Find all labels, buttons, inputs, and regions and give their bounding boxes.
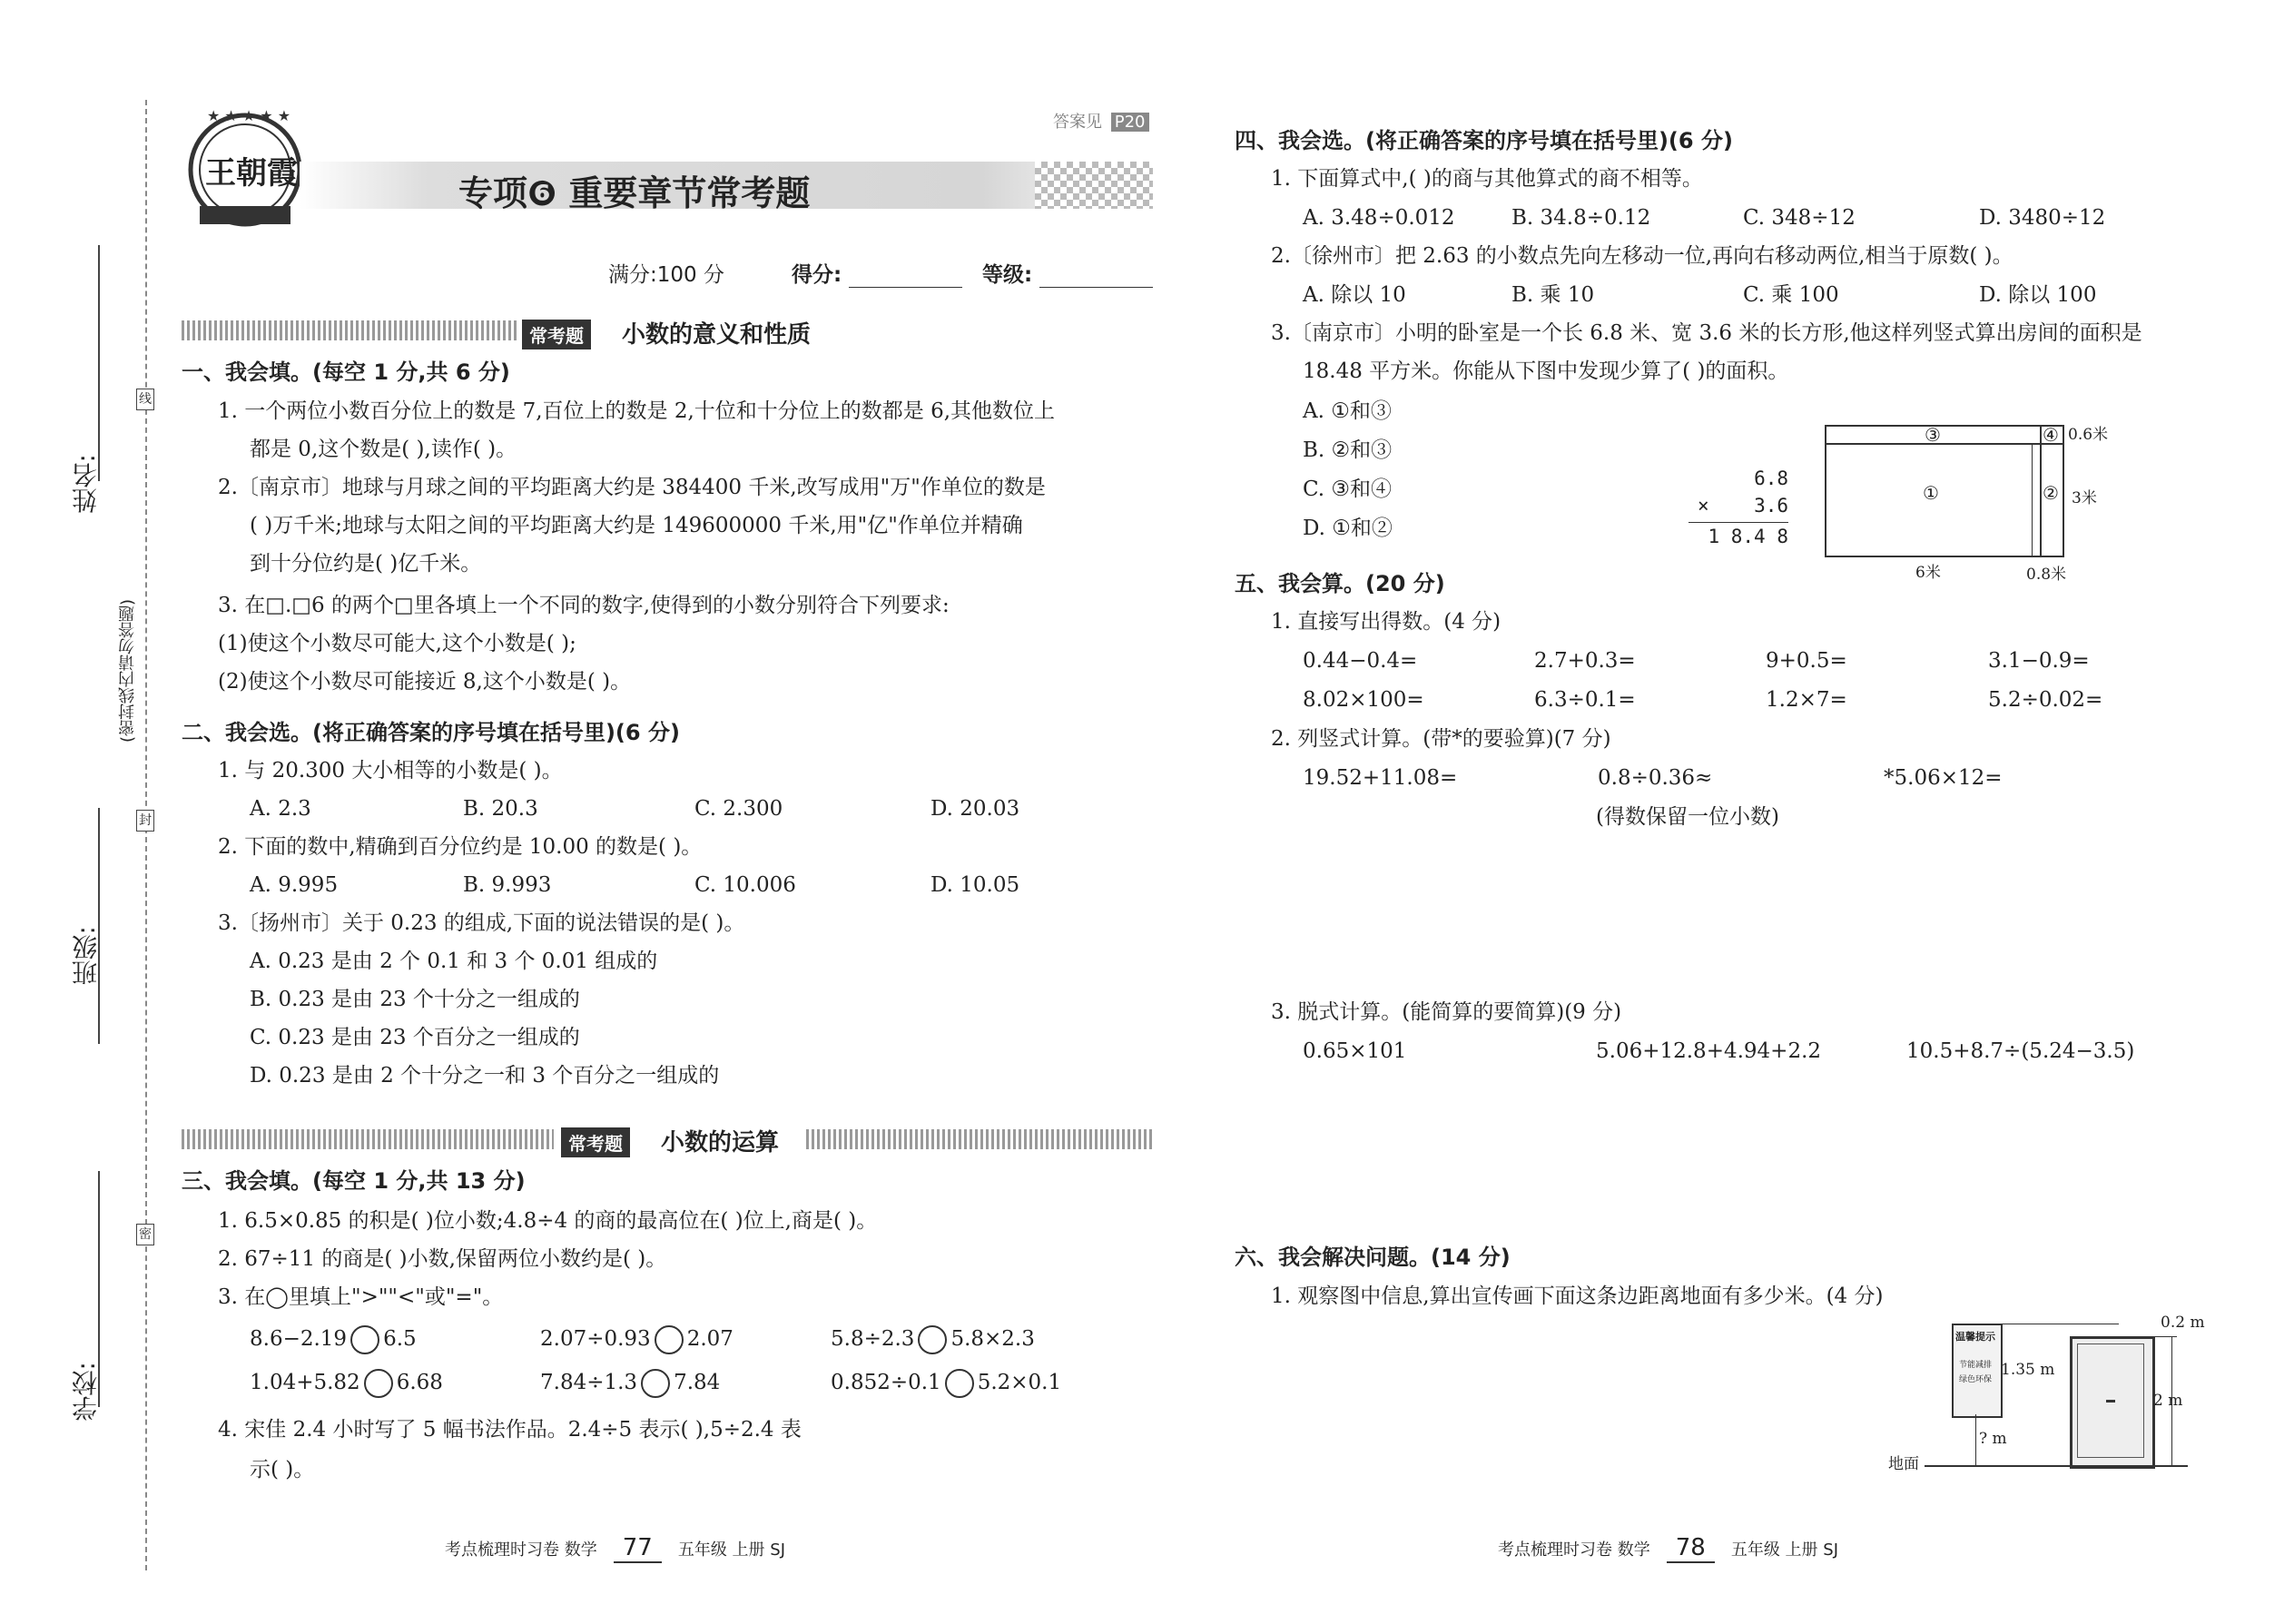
seal-box-mi: 密	[136, 1224, 154, 1245]
oral-calc: 8.02×100=	[1303, 688, 1424, 712]
compare-circle[interactable]	[918, 1325, 947, 1354]
oral-calc: 1.2×7=	[1766, 688, 1847, 712]
column-calc: 0.8÷0.36≈	[1598, 766, 1713, 790]
dim-06: 0.6米	[2068, 426, 2109, 444]
calc-rule	[1689, 522, 1788, 523]
footer-book: 考点梳理时习卷 数学	[445, 1540, 597, 1560]
calc-result: 1 8.4 8	[1708, 526, 1788, 547]
q3-heading: 三、我会填。(每空 1 分,共 13 分)	[182, 1168, 526, 1194]
dim-unknown: ? m	[1979, 1430, 2007, 1448]
q2-3-opt-c: C. 0.23 是由 23 个百分之一组成的	[250, 1026, 580, 1049]
name-underline	[98, 245, 100, 481]
page-number: 77	[614, 1534, 662, 1563]
compare-item	[831, 1325, 1035, 1354]
seal-box-feng: 封	[136, 810, 154, 832]
seal-note: (密封线内请勿答题)	[118, 599, 137, 743]
compare-circle[interactable]	[641, 1369, 670, 1398]
q1-2-line-b: ( )万千米;地球与太阳之间的平均距离大约是 149600000 千米,用"亿"作单位并精确	[250, 514, 1023, 537]
q2-2-opt-a: A. 9.995	[250, 873, 339, 897]
ground-line	[1925, 1465, 2188, 1467]
step-calc: 0.65×101	[1303, 1039, 1407, 1063]
oral-calc: 3.1−0.9=	[1988, 649, 2090, 673]
q4-3-opt-a: A. ①和③	[1303, 399, 1392, 423]
grade-label: 等级:	[982, 263, 1033, 287]
q1-3-line-c: (2)使这个小数尽可能接近 8,这个小数是( )。	[218, 670, 632, 694]
q1-1-line-a: 1. 一个两位小数百分位上的数是 7,百位上的数是 2,十位和十分位上的数都是 6,其他数位上	[218, 399, 1056, 423]
class-label: 班级:	[71, 926, 101, 986]
room-hline	[1825, 443, 2063, 445]
poster-line2: 绿色环保	[1959, 1375, 1993, 1384]
dim-3: 3米	[2072, 489, 2097, 507]
ground-label: 地面	[1888, 1455, 1919, 1473]
school-label: 学校:	[71, 1362, 101, 1422]
q2-2-opt-c: C. 10.006	[694, 873, 796, 897]
q4-3-line-b: 18.48 平方米。你能从下图中发现少算了( )的面积。	[1303, 359, 1789, 383]
q4-1: 1. 下面算式中,( )的商与其他算式的商不相等。	[1271, 167, 1703, 191]
vertical-calculation	[1689, 468, 1788, 558]
answer-ref-page: P20	[1111, 113, 1149, 132]
oral-calc: 5.2÷0.02=	[1988, 688, 2103, 712]
footer-right	[1498, 1534, 1838, 1563]
q5-1: 1. 直接写出得数。(4 分)	[1271, 610, 1501, 634]
q4-1-opt-a: A. 3.48÷0.012	[1303, 206, 1455, 230]
compare-left: 1.04+5.82	[250, 1371, 360, 1394]
svg-text:★ ★ ★ ★ ★: ★ ★ ★ ★ ★	[207, 107, 291, 124]
compare-right: 6.5	[383, 1327, 417, 1351]
dim-line-door	[2151, 1336, 2177, 1337]
compare-circle[interactable]	[655, 1325, 684, 1354]
q2-heading: 二、我会选。(将正确答案的序号填在括号里)(6 分)	[182, 720, 680, 745]
compare-right: 2.07	[686, 1327, 733, 1351]
dim-6: 6米	[1915, 564, 1941, 582]
region-2: ②	[2043, 482, 2059, 504]
q4-2: 2.〔徐州市〕把 2.63 的小数点先向左移动一位,再向右移动两位,相当于原数( )。	[1271, 244, 2013, 268]
q3-2: 2. 67÷11 的商是( )小数,保留两位小数约是( )。	[218, 1247, 667, 1271]
q1-3-line-b: (1)使这个小数尽可能大,这个小数是( );	[218, 632, 576, 655]
q5-3: 3. 脱式计算。(能简算的要简算)(9 分)	[1271, 1000, 1622, 1024]
room-vline	[2040, 425, 2042, 556]
section-title: 小数的意义和性质	[622, 321, 812, 349]
footer-grade: 五年级 上册 SJ	[1730, 1540, 1839, 1560]
q4-1-opt-c: C. 348÷12	[1743, 206, 1856, 230]
dim-135: 1.35 m	[2001, 1361, 2055, 1379]
cut-line	[145, 100, 147, 1570]
score-label: 得分:	[792, 263, 842, 287]
q3-3: 3. 在◯里填上">""<"或"="。	[218, 1285, 504, 1309]
q5-heading: 五、我会算。(20 分)	[1235, 571, 1445, 596]
q4-1-opt-b: B. 34.8÷0.12	[1511, 206, 1651, 230]
q6-heading: 六、我会解决问题。(14 分)	[1235, 1245, 1511, 1270]
calc-operator: ×	[1698, 495, 1709, 517]
dim-02: 0.2 m	[2161, 1314, 2205, 1332]
q1-1-line-b: 都是 0,这个数是( ),读作( )。	[250, 438, 517, 461]
q4-2-opt-a: A. 除以 10	[1303, 283, 1406, 307]
q6-1: 1. 观察图中信息,算出宣传画下面这条边距离地面有多少米。(4 分)	[1271, 1284, 1884, 1308]
oral-calc: 0.44−0.4=	[1303, 649, 1418, 673]
footer-grade: 五年级 上册 SJ	[677, 1540, 786, 1560]
logo-text: 王朝霞	[205, 155, 298, 192]
compare-item	[250, 1369, 443, 1398]
oral-calc: 2.7+0.3=	[1534, 649, 1636, 673]
compare-right: 5.8×2.3	[950, 1327, 1035, 1351]
compare-right: 6.68	[396, 1371, 443, 1394]
region-1: ①	[1923, 482, 1939, 504]
q4-2-opt-b: B. 乘 10	[1511, 283, 1595, 307]
footer-left	[445, 1534, 785, 1563]
room-figure	[1825, 424, 2109, 588]
compare-left: 5.8÷2.3	[831, 1327, 915, 1351]
q4-3-opt-c: C. ③和④	[1303, 477, 1393, 501]
poster-line1: 节能减排	[1959, 1361, 1993, 1370]
dim-line-gap	[1975, 1414, 1976, 1465]
q1-2-line-a: 2.〔南京市〕地球与月球之间的平均距离大约是 384400 千米,改写成用"万"作单位的数是	[218, 476, 1046, 499]
rounding-note: (得数保留一位小数)	[1596, 805, 1779, 829]
q3-4-line-b: 示( )。	[250, 1458, 315, 1481]
answer-ref	[1053, 109, 1149, 133]
section-tag: 常考题	[522, 320, 591, 349]
header-checker	[1035, 162, 1153, 209]
q2-3-opt-a: A. 0.23 是由 2 个 0.1 和 3 个 0.01 组成的	[250, 950, 658, 973]
section-divider	[182, 320, 517, 340]
seal-box-xian: 线	[136, 389, 154, 410]
q2-2-opt-b: B. 9.993	[463, 873, 552, 897]
step-calc: 5.06+12.8+4.94+2.2	[1596, 1039, 1822, 1063]
compare-left: 0.852÷0.1	[831, 1371, 941, 1394]
compare-item	[250, 1325, 417, 1354]
q5-2: 2. 列竖式计算。(带*的要验算)(7 分)	[1271, 727, 1611, 751]
dim-08: 0.8米	[2026, 566, 2067, 584]
logo	[182, 104, 309, 231]
grade-field[interactable]	[1039, 287, 1153, 288]
q2-1-opt-b: B. 20.3	[463, 797, 538, 821]
compare-left: 7.84÷1.3	[540, 1371, 638, 1394]
compare-item	[540, 1325, 733, 1354]
q1-3-line-a: 3. 在□.□6 的两个□里各填上一个不同的数字,使得到的小数分别符合下列要求:	[218, 594, 950, 617]
q2-1: 1. 与 20.300 大小相等的小数是( )。	[218, 759, 563, 782]
score-field[interactable]	[849, 287, 962, 288]
room-vline-inner	[2032, 443, 2033, 556]
q4-3-opt-b: B. ②和③	[1303, 438, 1393, 462]
compare-item	[540, 1369, 720, 1398]
footer-book: 考点梳理时习卷 数学	[1498, 1540, 1650, 1560]
q2-3-opt-d: D. 0.23 是由 2 个十分之一和 3 个百分之一组成的	[250, 1064, 720, 1088]
page-number: 78	[1667, 1534, 1715, 1563]
column-calc: *5.06×12=	[1884, 766, 2003, 790]
page-title: 专项❻ 重要章节常考题	[458, 173, 811, 213]
q4-heading: 四、我会选。(将正确答案的序号填在括号里)(6 分)	[1235, 128, 1733, 153]
oral-calc: 9+0.5=	[1766, 649, 1847, 673]
compare-circle[interactable]	[945, 1369, 974, 1398]
door-handle-icon	[2106, 1400, 2115, 1403]
step-calc: 10.5+8.7÷(5.24−3.5)	[1906, 1039, 2135, 1063]
poster-title: 温馨提示	[1955, 1331, 1995, 1343]
dim-2: 2 m	[2153, 1392, 2183, 1410]
q4-2-opt-d: D. 除以 100	[1979, 283, 2097, 307]
q2-1-opt-d: D. 20.03	[930, 797, 1020, 821]
compare-left: 2.07÷0.93	[540, 1327, 651, 1351]
q2-1-opt-a: A. 2.3	[250, 797, 311, 821]
compare-circle[interactable]	[350, 1325, 379, 1354]
section-divider	[182, 1129, 554, 1149]
compare-right: 5.2×0.1	[977, 1371, 1062, 1394]
q4-3-line-a: 3.〔南京市〕小明的卧室是一个长 6.8 米、宽 3.6 米的长方形,他这样列竖式算出房间的面积是	[1271, 321, 2142, 345]
compare-item	[831, 1369, 1061, 1398]
calc-line2: 3.6	[1754, 495, 1788, 517]
q2-2: 2. 下面的数中,精确到百分位约是 10.00 的数是( )。	[218, 835, 703, 859]
full-score: 满分:100 分	[608, 263, 724, 287]
region-4: ④	[2043, 424, 2059, 446]
q2-2-opt-d: D. 10.05	[930, 873, 1020, 897]
compare-circle[interactable]	[364, 1369, 393, 1398]
q3-1: 1. 6.5×0.85 的积是( )位小数;4.8÷4 的商的最高位在( )位上,商是( )。	[218, 1209, 878, 1233]
compare-left: 8.6−2.19	[250, 1327, 348, 1351]
name-label: 姓名:	[71, 454, 101, 514]
compare-right: 7.84	[674, 1371, 721, 1394]
oral-calc: 6.3÷0.1=	[1534, 688, 1636, 712]
q2-3: 3.〔扬州市〕关于 0.23 的组成,下面的说法错误的是( )。	[218, 911, 745, 935]
q2-1-opt-c: C. 2.300	[694, 797, 783, 821]
q1-heading: 一、我会填。(每空 1 分,共 6 分)	[182, 359, 510, 385]
section-title: 小数的运算	[661, 1129, 780, 1156]
q4-3-opt-d: D. ①和②	[1303, 517, 1393, 540]
calc-line1: 6.8	[1754, 468, 1788, 489]
door-figure	[1888, 1314, 2205, 1480]
q4-2-opt-c: C. 乘 100	[1743, 283, 1839, 307]
q4-1-opt-d: D. 3480÷12	[1979, 206, 2106, 230]
column-calc: 19.52+11.08=	[1303, 766, 1458, 790]
q3-4-line-a: 4. 宋佳 2.4 小时写了 5 幅书法作品。2.4÷5 表示( ),5÷2.4 表	[218, 1418, 802, 1442]
section-divider	[806, 1129, 1153, 1149]
answer-ref-label: 答案见	[1053, 113, 1102, 132]
section-tag: 常考题	[561, 1127, 630, 1157]
q1-2-line-c: 到十分位约是( )亿千米。	[250, 552, 482, 576]
region-3: ③	[1925, 424, 1941, 446]
q2-3-opt-b: B. 0.23 是由 23 个十分之一组成的	[250, 988, 580, 1011]
